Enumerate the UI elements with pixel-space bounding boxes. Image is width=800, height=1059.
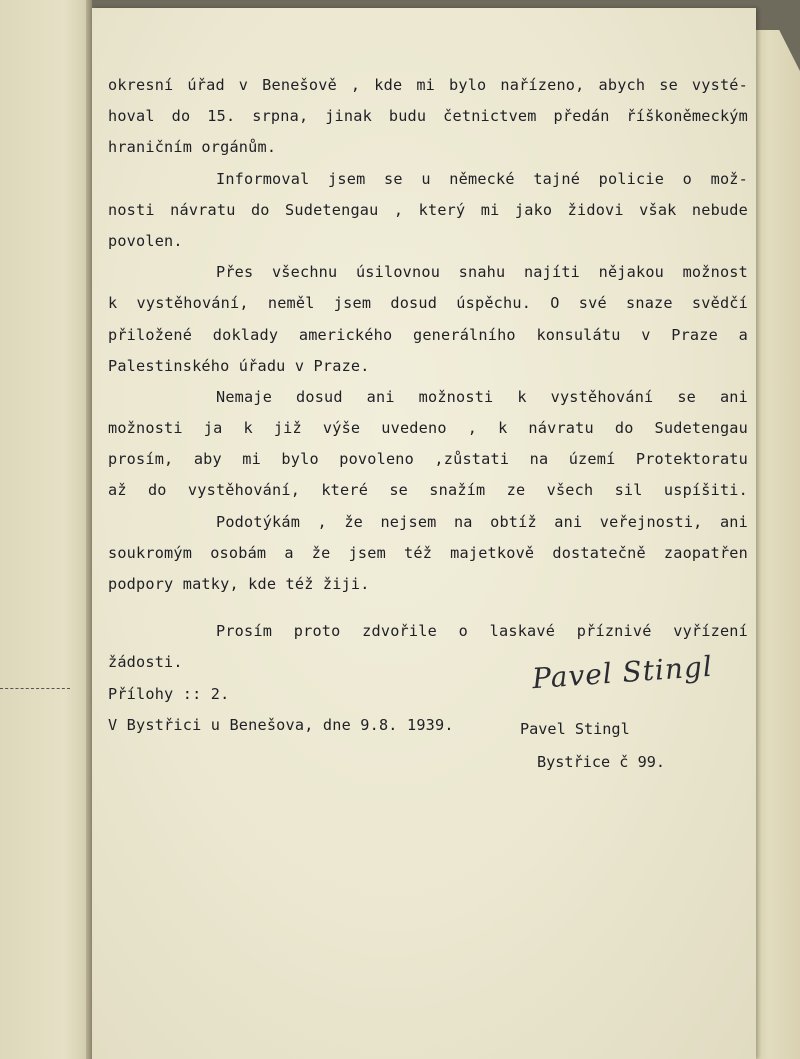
- signer-address: Bystřice č 99.: [537, 753, 666, 771]
- left-page-edge: [0, 0, 92, 1059]
- text-line: žádosti.: [108, 653, 183, 672]
- text-line: Nemaje dosud ani možnosti k vystěhování se ani: [216, 387, 748, 406]
- attachments-line: Přílohy :: 2.: [108, 684, 230, 703]
- text-line: k vystěhování, neměl jsem dosud úspěchu. O své snaze svědčí: [108, 294, 748, 313]
- letter-body: [108, 70, 748, 741]
- text-line: nosti návratu do Sudetengau , který mi jako židovi však nebude: [108, 200, 748, 219]
- text-line: Prosím proto zdvořile o laskavé příznivé vyřízení: [216, 622, 748, 641]
- dashed-mark: [0, 688, 70, 689]
- text-line: Informoval jsem se u německé tajné policie o mož-: [216, 169, 748, 188]
- spacer: [108, 600, 748, 616]
- text-line: podpory matky, kde též žiji.: [108, 575, 370, 593]
- text-line: hraničním orgánům.: [108, 138, 277, 157]
- document-page: [92, 8, 756, 1059]
- text-line: až do vystěhování, které se snažím ze všech sil uspíšiti.: [108, 481, 748, 500]
- signer-name: Pavel Stingl: [520, 720, 630, 738]
- text-line: prosím, aby mi bylo povoleno ,zůstati na území Protektoratu: [108, 450, 748, 469]
- text-line: Palestinského úřadu v Praze.: [108, 356, 370, 375]
- text-line: povolen.: [108, 231, 183, 250]
- text-line: Přes všechnu úsilovnou snahu najíti nějakou možnost: [216, 263, 748, 282]
- place-date-line: V Bystřici u Benešova, dne 9.8. 1939.: [108, 715, 454, 734]
- text-line: možnosti ja k již výše uvedeno , k návratu do Sudetengau: [108, 419, 748, 438]
- handwritten-signature: Pavel Stingl: [531, 649, 714, 696]
- text-line: hoval do 15. srpna, jinak budu četnictvem předán říškoněmeckým: [108, 107, 748, 126]
- text-line: přiložené doklady amerického generálního konsulátu v Praze a: [108, 325, 748, 344]
- text-line: Podotýkám , že nejsem na obtíž ani veřejnosti, ani: [216, 512, 748, 531]
- text-line: soukromým osobám a že jsem též majetkově dostatečně zaopatřen: [108, 543, 748, 562]
- text-line: okresní úřad v Benešově , kde mi bylo nařízeno, abych se vysté-: [108, 76, 748, 94]
